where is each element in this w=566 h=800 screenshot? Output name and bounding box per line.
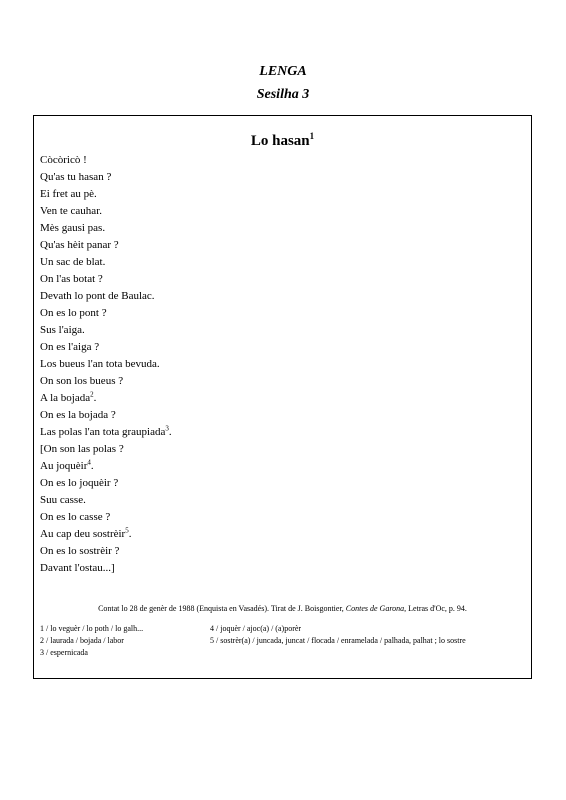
poem-line bbox=[40, 356, 172, 373]
poem-line bbox=[40, 220, 172, 237]
poem-line-text: Còcòricò ! bbox=[40, 154, 87, 166]
footnote-item: 1 / lo veguèr / lo poth / lo galh... bbox=[40, 624, 144, 633]
poem-line bbox=[40, 271, 172, 288]
poem-line-text: A la bojada bbox=[40, 392, 91, 404]
poem-line-text: Los bueus l'an tota bevuda. bbox=[40, 358, 160, 370]
poem-line-punctuation: . bbox=[128, 528, 132, 540]
footnotes-right-column bbox=[210, 623, 466, 647]
poem-line-punctuation: . bbox=[90, 460, 94, 472]
poem-frame bbox=[33, 115, 532, 679]
poem-line bbox=[40, 169, 172, 186]
poem-line-text: Sus l'aiga. bbox=[40, 324, 85, 336]
poem-line bbox=[40, 441, 172, 458]
source-suffix: , Letras d'Oc, p. 94. bbox=[404, 604, 467, 613]
poem-line-text: Davant l'ostau...] bbox=[40, 562, 115, 574]
poem-line bbox=[40, 373, 172, 390]
poem-line bbox=[40, 560, 172, 577]
poem-line-text: On es la bojada ? bbox=[40, 409, 116, 421]
poem-line-punctuation: . bbox=[168, 426, 172, 438]
poem-line-text: Au joquèir bbox=[40, 460, 88, 472]
poem-line bbox=[40, 152, 172, 169]
source-prefix: Contat lo 28 de genèr de 1988 (Enquista en Vasadés). Tirat de J. Boisgontier, bbox=[98, 604, 346, 613]
footnote-item: 2 / laurada / bojada / labor bbox=[40, 636, 124, 645]
poem-line-footnote-ref: 4 bbox=[87, 458, 91, 467]
poem-line-text: On es lo casse ? bbox=[40, 511, 111, 523]
poem-line-text: Qu'as tu hasan ? bbox=[40, 171, 112, 183]
poem-line bbox=[40, 458, 172, 475]
poem-line bbox=[40, 305, 172, 322]
poem-line-text: Las polas l'an tota graupiada bbox=[40, 426, 166, 438]
poem-line bbox=[40, 492, 172, 509]
poem-line-footnote-ref: 2 bbox=[90, 390, 94, 399]
poem-line bbox=[40, 407, 172, 424]
source-book-title: Contes de Garona bbox=[345, 604, 405, 613]
poem-line bbox=[40, 543, 172, 560]
poem-line-footnote-ref: 3 bbox=[165, 424, 169, 433]
poem-line-text: Ei fret au pè. bbox=[40, 188, 97, 200]
poem-line bbox=[40, 339, 172, 356]
poem-line-text: On l'as botat ? bbox=[40, 273, 103, 285]
poem-line-text: Devath lo pont de Baulac. bbox=[40, 290, 155, 302]
poem-line bbox=[40, 237, 172, 254]
poem-line bbox=[40, 288, 172, 305]
poem-line-text: Mès gausi pas. bbox=[40, 222, 106, 234]
poem-line bbox=[40, 186, 172, 203]
poem-lines bbox=[40, 152, 172, 577]
poem-line-text: Ven te cauhar. bbox=[40, 205, 102, 217]
poem-line bbox=[40, 424, 172, 441]
poem-line bbox=[40, 509, 172, 526]
footnotes-left-column bbox=[40, 623, 143, 659]
poem-title-footnote-ref: 1 bbox=[309, 131, 315, 141]
poem-line-text: On es lo sostrèir ? bbox=[40, 545, 120, 557]
footnote-item: 4 / joquèr / ajoc(a) / (a)porèr bbox=[210, 624, 302, 633]
poem-line-punctuation: . bbox=[93, 392, 97, 404]
poem-line-text: [On son las polas ? bbox=[40, 443, 124, 455]
poem-line-text: Un sac de blat. bbox=[40, 256, 106, 268]
poem-line bbox=[40, 390, 172, 407]
footnote-item: 5 / sostrèr(a) / juncada, juncat / flocada / enramelada / palhada, palhat ; lo sostre bbox=[210, 636, 466, 645]
poem-line bbox=[40, 475, 172, 492]
poem-line-text: Qu'as hèit panar ? bbox=[40, 239, 119, 251]
poem-line-text: Suu casse. bbox=[40, 494, 86, 506]
source-citation bbox=[34, 604, 531, 613]
poem-title-text: Lo hasan bbox=[250, 133, 310, 149]
poem-line-text: On son los bueus ? bbox=[40, 375, 124, 387]
header-session: Sesilha 3 bbox=[256, 87, 310, 102]
footnote-item: 3 / espernicada bbox=[40, 648, 88, 657]
poem-line-text: Au cap deu sostrèir bbox=[40, 528, 126, 540]
poem-line bbox=[40, 322, 172, 339]
header-subject: LENGA bbox=[259, 64, 307, 79]
poem-line bbox=[40, 526, 172, 543]
poem-line bbox=[40, 203, 172, 220]
poem-line-text: On es lo pont ? bbox=[40, 307, 107, 319]
poem-line bbox=[40, 254, 172, 271]
poem-line-text: On es lo joquèir ? bbox=[40, 477, 119, 489]
poem-line-footnote-ref: 5 bbox=[125, 526, 129, 535]
poem-line-text: On es l'aiga ? bbox=[40, 341, 100, 353]
poem-title bbox=[34, 131, 531, 150]
